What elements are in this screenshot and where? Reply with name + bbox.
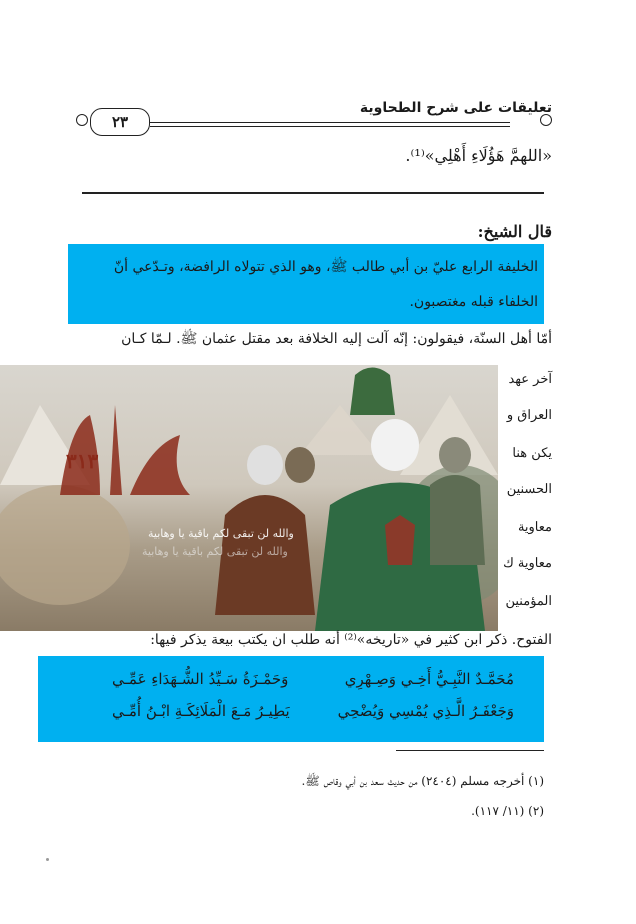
- verse-left-1: وَحَمْـزَةُ سَـيِّدُ الشُّـهَدَاءِ عَمِّـي: [112, 670, 289, 688]
- logo-number: ٣١٣: [66, 449, 99, 473]
- page-number: ٢٣: [90, 108, 150, 136]
- ornament-knot-left: [76, 114, 88, 126]
- sheikh-label: قال الشيخ:: [477, 222, 552, 241]
- running-header-title: تعليقات على شرح الطحاوية: [359, 100, 552, 116]
- paragraph-margin-word: العراق و: [506, 408, 552, 423]
- quote-line: «اللهمَّ هَؤُلَاءِ أَهْلِي»⁽¹⁾.: [405, 146, 552, 165]
- watermark-text: والله لن تبقى لكم باقية يا وهابية: [148, 527, 294, 540]
- footnote-1: (١) أخرجه مسلم (٢٤٠٤) من حديث سعد بن أبي وقاص ﷺ.: [301, 774, 544, 788]
- paragraph-margin-word: الحسنين: [506, 482, 552, 497]
- verse-left-2: يَطِيـرُ مَـعَ الْمَلَائِكَـةِ ابْـنُ أُمِّـي: [112, 702, 290, 720]
- highlight-box-1: [68, 244, 544, 324]
- header-rule-thin: [150, 126, 510, 127]
- ornament-knot-right: [540, 114, 552, 126]
- highlight-text-line-2: الخلفاء قبله مغتصبون.: [409, 294, 538, 310]
- paragraph-line: أمّا أهل السنّة، فيقولون: إنّه آلت إليه الخلافة بعد مقتل عثمان ﷺ. لـمّا كـان: [121, 331, 552, 347]
- verse-right-1: مُحَمَّـدٌ النَّبِـيُّ أَخِـي وَصِـهْرِي: [344, 670, 514, 688]
- header-rule: [150, 122, 510, 123]
- page-speck: [46, 858, 49, 861]
- footnote-2: (٢) (١١/ ١١٧).: [471, 804, 544, 818]
- paragraph-margin-word: معاوية ك: [503, 556, 552, 571]
- section-separator: [82, 192, 544, 194]
- highlight-box-2: [38, 656, 544, 742]
- highlight-text-line-1: الخليفة الرابع عليّ بن أبي طالب ﷺ، وهو الذي تتولاه الرافضة، وتـدّعي أنّ: [113, 259, 538, 275]
- calligraphy-logo: [40, 385, 200, 505]
- paragraph-margin-word: يكن هنا: [512, 446, 552, 461]
- watermark-text-faint: والله لن تبقى لكم باقية يا وهابية: [142, 545, 288, 558]
- verse-right-2: وَجَعْفَـرُ الَّـذِي يُمْسِي وَيُضْحِي: [337, 702, 514, 720]
- paragraph-margin-word: آخر عهد: [508, 372, 552, 387]
- paragraph-margin-word: المؤمنين: [505, 594, 552, 609]
- footnote-rule: [396, 750, 544, 751]
- overlay-photo: [0, 365, 498, 631]
- paragraph-margin-word: معاوية: [517, 520, 552, 535]
- paragraph-last-line: الفتوح. ذكر ابن كثير في «تاريخه»⁽²⁾ أنه طلب ان يكتب بيعة يذكر فيها:: [150, 632, 552, 648]
